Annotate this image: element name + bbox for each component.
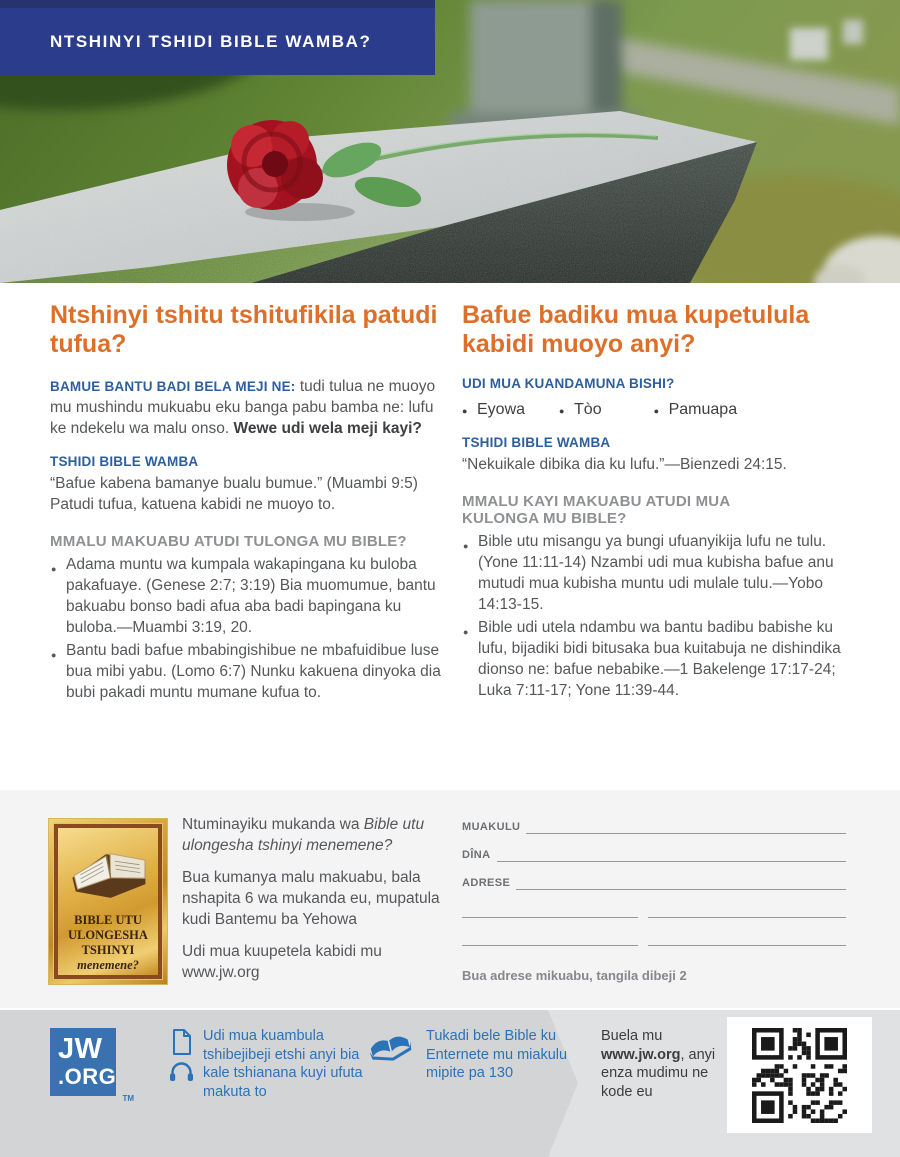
form-row-extra-1 bbox=[462, 890, 846, 918]
bible-says-label: TSHIDI BIBLE WAMBA bbox=[462, 435, 611, 450]
option-pamuapa[interactable]: ● Pamuapa bbox=[654, 401, 738, 419]
bullet-list-right bbox=[462, 531, 862, 701]
section-heading-right: Bafue badiku mua kupetulula kabidi muoyo anyi? bbox=[462, 301, 810, 358]
bible-quote: “Bafue kabena bamanye bualu bumue.” (Muambi 9:5) Patudi tufua, katuena kabidi ne muoyo to. bbox=[50, 475, 418, 513]
list-item: ● Bantu badi bafue mbabingishibue ne mbafuidibue luse bua mibi yabu. (Lomo 6:7) Nunku kakuena dinyoka dia bubi pakadi muntu mumane kufua to. bbox=[66, 640, 442, 703]
address-extra-field[interactable] bbox=[648, 918, 846, 946]
trademark-symbol: TM bbox=[122, 1094, 134, 1103]
form-row-address bbox=[462, 862, 846, 890]
form-row-extra-2 bbox=[462, 918, 846, 946]
list-item: ● Bible utu misangu ya bungi ufuanyikija lufu ne tulu. (Yone 11:11-14) Nzambi udi mua kubisha bafue anu mutudi mua kubisha muntu udi mulale tulu.—Yobo 14:13-15. bbox=[478, 531, 862, 615]
field-label: MUAKULU bbox=[462, 821, 521, 833]
website-url: www.jw.org bbox=[601, 1046, 681, 1063]
footer bbox=[0, 1010, 900, 1157]
field-label: ADRESE bbox=[462, 877, 511, 889]
bible-quote: “Nekuikale dibika dia ku lufu.”—Bienzedi 24:15. bbox=[462, 456, 787, 473]
answer-options bbox=[462, 401, 862, 419]
list-item: ● Bible udi utela ndambu wa bantu badibu babishe ku lufu, bijadiki bidi bitusaka bua kuitabuja ne dishindika dionso ne: bafue nebabike.—1 Bakelenge 17:17-24; Luka 7:11-17; Yone 11:39-44. bbox=[478, 617, 862, 701]
name-field[interactable] bbox=[497, 834, 847, 862]
request-intro: Ntuminayiku mukanda wa bbox=[182, 816, 364, 833]
book-title: Bible utu ulongesha tshinyi menemene? bbox=[182, 816, 425, 854]
address-field[interactable] bbox=[516, 862, 846, 890]
request-website: Udi mua kuupetela kabidi mu www.jw.org bbox=[182, 943, 382, 981]
address-extra-field[interactable] bbox=[462, 918, 638, 946]
field-label: DÎNA bbox=[462, 849, 491, 861]
address-extra-field[interactable] bbox=[462, 890, 638, 918]
request-section bbox=[0, 790, 900, 1008]
opinion-question: Wewe udi wela meji kayi? bbox=[233, 420, 422, 437]
qr-code bbox=[752, 1028, 847, 1123]
footer-download-text: Udi mua kuambula tshibejibeji etshi anyi bia kale tshianana kuyi ufuta makuta to bbox=[203, 1028, 363, 1100]
footer-bible-online-text: Tukadi bele Bible ku Enternete mu miakulu mipite pa 130 bbox=[426, 1028, 568, 1081]
footer-visit-text: Buela mu www.jw.org, anyi enza mudimu ne kode eu bbox=[601, 1028, 716, 1100]
headphones-icon bbox=[169, 1061, 194, 1082]
section-heading-left: Ntshinyi tshitu tshitufikila patudi tufua? bbox=[50, 301, 438, 358]
document-icon bbox=[172, 1029, 192, 1055]
list-item: ● Adama muntu wa kumpala wakapingana ku buloba pakafuaye. (Genese 2:7; 3:19) Bia muomumue, bantu bakuabu bonso badi afua aba badi bapingana ku buloba.—Muambi 3:19, 20. bbox=[66, 554, 442, 638]
open-book-icon bbox=[368, 1031, 412, 1063]
bible-says-label: TSHIDI BIBLE WAMBA bbox=[50, 454, 199, 469]
column-left bbox=[50, 301, 442, 705]
option-eyowa[interactable]: ● Eyowa bbox=[462, 401, 525, 419]
option-too[interactable]: ● Tòo bbox=[559, 401, 602, 419]
page-title: NTSHINYI TSHIDI BIBLE WAMBA? bbox=[50, 31, 372, 51]
request-form bbox=[462, 806, 846, 946]
open-bible-illustration bbox=[58, 832, 158, 910]
form-row-name bbox=[462, 834, 846, 862]
more-label: MMALU MAKUABU ATUDI TULONGA MU BIBLE? bbox=[50, 533, 407, 550]
jw-org-logo: JW .ORG TM bbox=[50, 1028, 116, 1096]
form-note: Bua adrese mikuabu, tangila dibeji 2 bbox=[462, 968, 687, 983]
opinion-text: tudi tulua ne muoyo mu mushindu mukuabu eku banga pabu bamba ne: lufu ke ndekelu wa malu onso. bbox=[50, 378, 436, 437]
book-cover bbox=[48, 818, 168, 985]
more-label: MMALU KAYI MAKUABU ATUDI MUA KULONGA MU BIBLE? bbox=[462, 493, 730, 527]
request-instructions: Bua kumanya malu makuabu, bala nshapita 6 wa mukanda eu, mupatula kudi Bantemu ba Yehowa bbox=[182, 869, 440, 928]
request-text bbox=[182, 814, 444, 994]
opinion-label: BAMUE BANTU BADI BELA MEJI NE: bbox=[50, 379, 296, 394]
title-banner bbox=[0, 8, 435, 75]
qr-code-card bbox=[727, 1017, 872, 1133]
column-right bbox=[462, 301, 862, 703]
answer-label: UDI MUA KUANDAMUNA BISHI? bbox=[462, 376, 675, 391]
address-extra-field[interactable] bbox=[648, 890, 846, 918]
book-cover-title: BIBLE UTU ULONGESHA TSHINYI menemene? bbox=[68, 913, 148, 972]
language-field[interactable] bbox=[526, 806, 846, 834]
form-row-language bbox=[462, 806, 846, 834]
bullet-list-left bbox=[50, 554, 442, 703]
